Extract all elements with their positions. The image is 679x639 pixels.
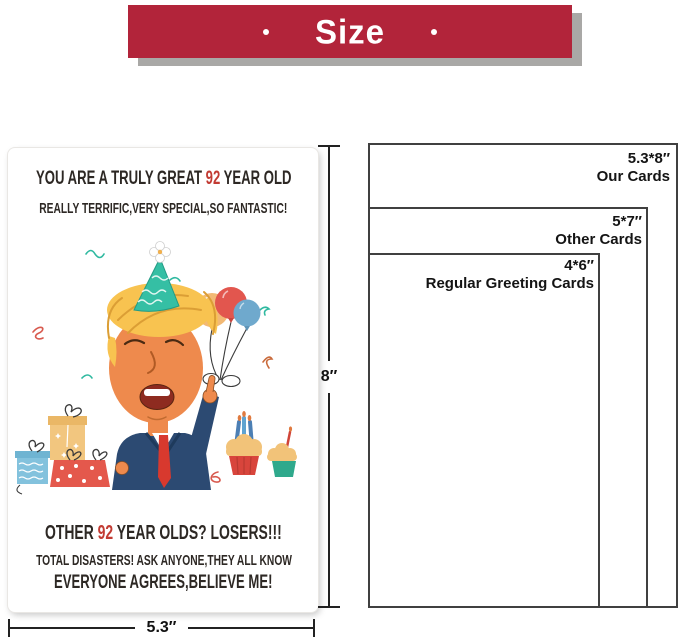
size-label-regular-cards [426, 257, 594, 293]
card-footer-block [8, 523, 318, 592]
party-hat-icon [134, 242, 179, 312]
footer1-post: YEAR OLDS? LOSERS!!! [112, 521, 282, 544]
footer2-text: TOTAL DISASTERS! ASK ANYONE,THEY ALL KNOW [36, 551, 292, 569]
banner-title: Size [314, 11, 386, 51]
width-dimension-line-right [188, 627, 313, 629]
width-dimension-label: 5.3″ [146, 619, 177, 636]
banner-dot-left-icon [263, 29, 269, 35]
footer1-age-highlight: 92 [97, 521, 113, 544]
card-footer-line1 [8, 523, 318, 543]
trump-figure [107, 283, 219, 490]
height-dimension-line-bottom [328, 393, 330, 607]
other-cards-name: Other Cards [555, 231, 642, 248]
card-heading-block [8, 170, 318, 215]
our-cards-name: Our Cards [596, 168, 670, 185]
height-dimension [318, 145, 340, 608]
regular-cards-size: 4*6″ [564, 257, 594, 274]
trump-birthday-cartoon [8, 240, 318, 500]
banner-dot-right-icon [431, 29, 437, 35]
height-dimension-bottom-cap [318, 606, 340, 608]
subheading-text: REALLY TERRIFIC,VERY SPECIAL,SO FANTASTIC! [38, 199, 288, 217]
footer3-text: EVERYONE AGREES,BELIEVE ME! [53, 572, 273, 593]
heading-post: YEAR OLD [220, 168, 292, 189]
card-footer-line3 [8, 574, 318, 592]
size-label-other-cards [555, 213, 642, 249]
card-heading [8, 170, 318, 188]
age-highlight: 92 [205, 168, 221, 189]
heading-pre: YOU ARE A TRULY GREAT [36, 168, 206, 189]
gifts-icon [15, 405, 110, 494]
height-dimension-line-top [328, 147, 330, 361]
our-cards-size: 5.3*8″ [627, 150, 670, 167]
size-label-our-cards [597, 150, 670, 186]
width-dimension-line-left [10, 627, 135, 629]
size-banner [128, 5, 572, 58]
height-dimension-label: 8″ [320, 367, 338, 385]
size-rect-regular-cards [368, 253, 600, 608]
card-subheading [8, 201, 318, 215]
greeting-card [8, 148, 318, 612]
card-footer-line2 [8, 553, 318, 567]
width-dimension [8, 617, 315, 639]
regular-cards-name: Regular Greeting Cards [425, 275, 594, 292]
cupcakes-icon [226, 411, 297, 477]
footer1-pre: OTHER [44, 521, 98, 544]
width-dimension-right-cap [313, 619, 315, 637]
other-cards-size: 5*7″ [612, 213, 642, 230]
